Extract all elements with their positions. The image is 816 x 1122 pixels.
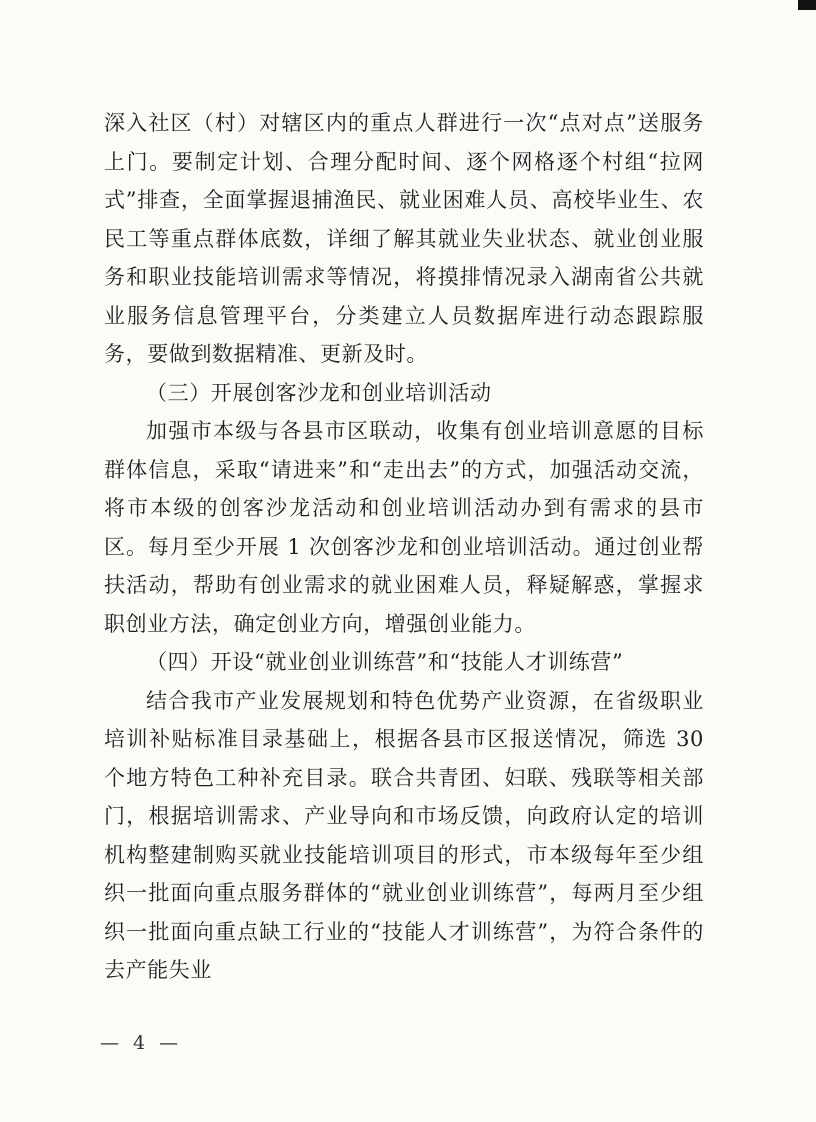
paragraph-outreach: 深入社区（村）对辖区内的重点人群进行一次“点对点”送服务上门。要制定计划、合理分配时间、逐个网格逐个村组“拉网式”排查，全面掌握退捕渔民、就业困难人员、高校毕业生、农民工等重点群体底数，详细了解其就业失业状态、就业创业服务和职业技能培训需求等情况，将摸排情况录入湖南省公共就业服务信息管理平台，分类建立人员数据库进行动态跟踪服务，要做到数据精准、更新及时。 <box>104 111 704 366</box>
section-heading-3: （三）开展创客沙龙和创业培训活动 <box>146 380 492 405</box>
scan-corner-mark <box>798 0 816 10</box>
page-number: — 4 — <box>100 1032 183 1054</box>
paragraph-entrepreneur-salon: 加强市本级与各县市区联动，收集有创业培训意愿的目标群体信息，采取“请进来”和“走出去”的方式，加强活动交流，将市本级的创客沙龙活动和创业培训活动办到有需求的县市区。每月至少开展 1 次创客沙龙和创业培训活动。通过创业帮扶活动，帮助有创业需求的就业困难人员，释疑解惑，掌握求职创业方法，确定创业方向，增强创业能力。 <box>104 419 704 636</box>
document-body <box>104 104 704 990</box>
paragraph-training-camps: 结合我市产业发展规划和特色优势产业资源，在省级职业培训补贴标准目录基础上，根据各县市区报送情况，筛选 30 个地方特色工种补充目录。联合共青团、妇联、残联等相关部门，根据培训需求、产业导向和市场反馈，向政府认定的培训机构整建制购买就业技能培训项目的形式，市本级每年至少组织一批面向重点服务群体的“就业创业训练营”，每两月至少组织一批面向重点缺工行业的“技能人才训练营”，为符合条件的去产能失业 <box>104 688 704 982</box>
section-heading-4: （四）开设“就业创业训练营”和“技能人才训练营” <box>146 650 624 674</box>
